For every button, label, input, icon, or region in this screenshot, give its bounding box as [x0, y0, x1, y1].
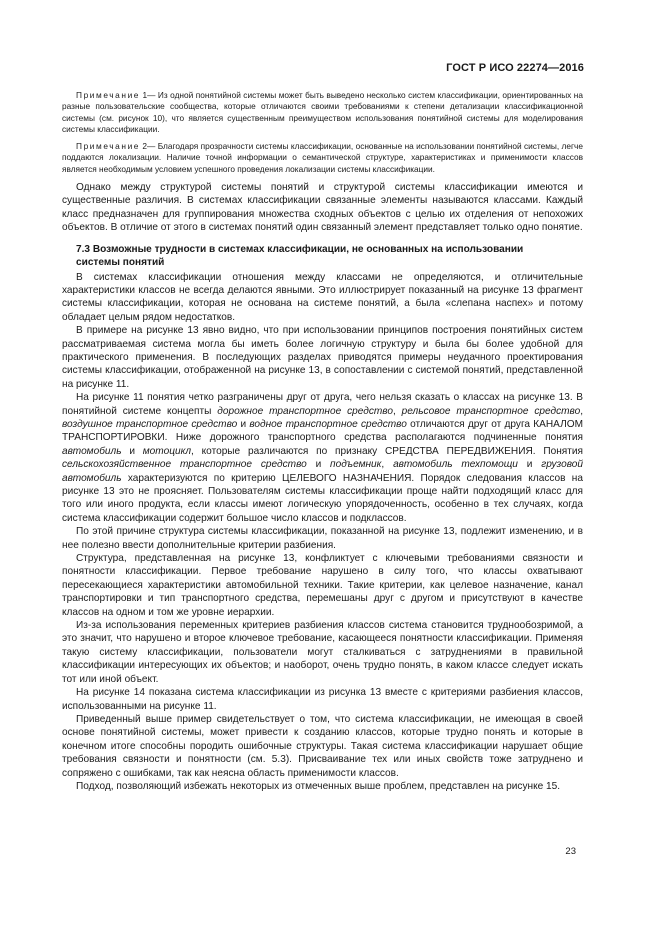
section-number: 7.3 [76, 243, 91, 255]
note-number: 2 [142, 141, 148, 152]
section-title-line2: системы понятий [76, 257, 165, 269]
paragraph-4: По этой причине структура системы классификации, показанной на рисунке 13, подлежит изменению, и в нее полезно ввести дополнительные критерии разбиения. [62, 526, 583, 551]
note-text: — Благодаря прозрачности системы классификации, основанные на использовании понятийной системы, легче поддаются локализации. Наличие точной информации о семантической структуре, характеристиках и применимости классов является необходимым условием успешного проведения локализации системы классификации. [62, 141, 583, 174]
italic-term: водное транспортное средство [249, 418, 407, 430]
note-number: 1 [142, 90, 148, 100]
italic-term: подъемник [330, 459, 382, 471]
document-header: ГОСТ Р ИСО 22274—2016 [446, 62, 584, 74]
text-run: характеризуются по критерию ЦЕЛЕВОГО НАЗНАЧЕНИЯ. Порядок следования классов на рисунке 13 это не проясняет. Пользователям системы классификации проще найти подходящий класс для того или иного продукта, если классы имеют логическую упорядоченность, особенно в тех случаях, когда система классификации содержит большое число классов и подклассов. [62, 472, 583, 524]
text-run: и [306, 459, 331, 471]
italic-term: грузовой автомобиль [62, 459, 584, 484]
paragraph-5: Структура, представленная на рисунке 13, конфликтует с ключевыми требованиями связности и понятности классификации. Первое требование нарушено в силу того, что классы охватывают пересекающиеся характеристики автомобильной техники. Такие критерии, как целевое назначение, канал транспортировки и тип транспортного средства, перемешаны друг с другом и присутствуют в качестве классов на одном и том же уровне иерархии. [62, 553, 583, 618]
section-heading [62, 243, 583, 270]
text-run: , [580, 405, 584, 417]
italic-term: рельсовое транспортное средство [401, 405, 581, 417]
intro-paragraph: Однако между структурой системы понятий и структурой системы классификации имеются и существенные различия. В системах классификации связанные элементы называются классами. Каждый класс предназначен для группирования множества сходных объектов с целью их отделения от непохожих объектов. В отличие от этого в системах понятий один связанный элемент представляет только одно понятие. [62, 182, 583, 234]
paragraph-9: Подход, позволяющий избежать некоторых из отмеченных выше проблем, представлен на рисунке 15. [76, 780, 561, 792]
note-text: — Из одной понятийной системы может быть выведено несколько систем классификации, ориентированных на разные пользовательские сообщества, которые отличаются своими требованиями к степени детализации классификационной системы (см. рисунок 10), что является существенным преимуществом использования понятийной системы для моделирования системы классификации. [62, 90, 583, 134]
paragraph-8: Приведенный выше пример свидетельствует о том, что система классификации, не имеющая в своей основе понятийной системы, может привести к созданию классов, которые трудно понять и которые в конечном итоге способны породить ошибочные структуры. Такая система классификации нарушает общие требования связности и понятности (см. 5.3). Присваивание тех или иных свойств тоже затруднено и сопряжено с ошибками, так как неясна область применимости классов. [62, 713, 583, 779]
page-number: 23 [565, 846, 576, 857]
note-label: Примечание [76, 141, 141, 152]
italic-term: сельскохозяйственное транспортное средство [62, 459, 307, 471]
text-run: отличаются друг от друга КАНАЛОМ ТРАНСПОРТИРОВКИ. Ниже дорожного транспортного средства располагаются подчиненные понятия [62, 418, 584, 444]
note-label: Примечание [76, 90, 141, 100]
text-run: , [392, 405, 402, 417]
text-run: и [517, 459, 542, 471]
text-run: , [381, 459, 394, 471]
paragraph-7: На рисунке 14 показана система классификации из рисунка 13 вместе с критериями разбиения классов, использованными на рисунке 11. [62, 687, 583, 712]
note-2 [62, 141, 583, 175]
text-run: и [121, 445, 143, 457]
note-1 [62, 90, 583, 135]
paragraph-1: В системах классификации отношения между классами не определяются, и отличительные характеристики классов не всегда делаются явными. Это иллюстрирует показанный на рисунке 13 фрагмент системы классификации, которая не основана на системе понятий, а была «слепана наспех» и потому обладает целым рядом недостатков. [62, 271, 583, 323]
text-run: и [237, 418, 250, 430]
paragraph-2: В примере на рисунке 13 явно видно, что при использовании принципов построения понятийных систем рассматриваемая система могла бы иметь более логичную структуру и была бы более удобной для практического применения. В последующих разделах приводятся примеры неудачного проектирования системы классификации, отображенной на рисунке 13, в сопоставлении с системой понятий, представленной на рисунке 11. [62, 325, 583, 390]
italic-term: автомобиль [62, 445, 122, 457]
paragraph-6: Из-за использования переменных критериев разбиения классов система становится труднообозримой, а это значит, что нарушено и второе ключевое требование, касающееся понятности классификации. Применяя такую систему классификации, пользователи могут сталкиваться с затруднениями в правильной классификации интересующих их объектов; и наоборот, очень трудно понять, в каком классе следует искать тот или иной объект. [62, 620, 583, 685]
text-run: , которые различаются по признаку СРЕДСТВА ПЕРЕДВИЖЕНИЯ. Понятия [191, 445, 583, 457]
page-content [62, 90, 583, 793]
section-title-line1: Возможные трудности в системах классификации, не основанных на использовании [92, 243, 524, 255]
italic-term: дорожное транспортное средство [217, 405, 393, 417]
italic-term: автомобиль техпомощи [393, 459, 518, 471]
italic-term: воздушное транспортное средство [62, 418, 238, 430]
italic-term: мотоцикл [142, 445, 192, 457]
text-run: На рисунке 11 понятия четко разграничены друг от друга, чего нельзя сказать о классах на рисунке 13. В понятийной системе концепты [62, 392, 583, 417]
paragraph-3 [62, 391, 583, 525]
